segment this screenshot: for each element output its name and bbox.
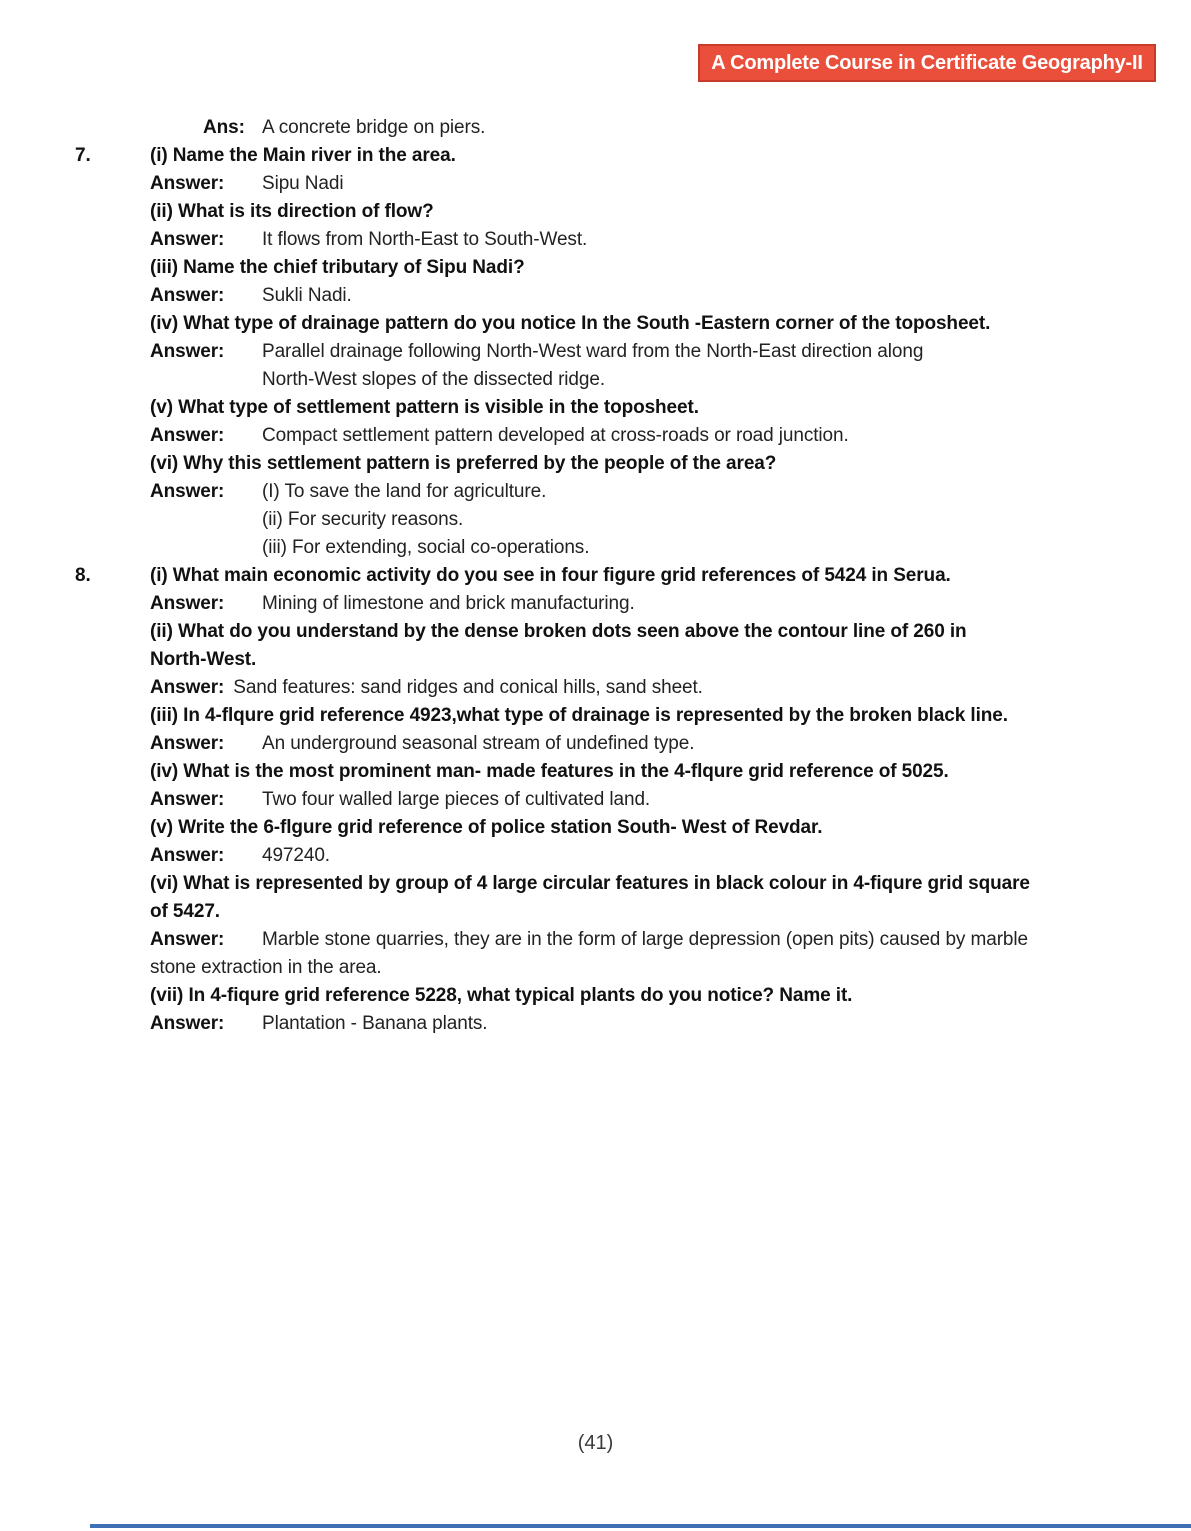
doc-line — [0, 282, 1161, 310]
answer-label: Answer: — [150, 733, 225, 754]
line-text: of 5427. — [150, 901, 220, 922]
doc-line — [0, 226, 1161, 254]
line-text: North-West. — [150, 649, 257, 670]
doc-line — [0, 450, 1161, 478]
answer-label: Answer: — [150, 677, 225, 698]
answer-label: Answer: — [150, 481, 225, 502]
doc-line — [0, 730, 1161, 758]
doc-line — [0, 170, 1161, 198]
line-text: (iv) What is the most prominent man- made features in the 4-flqure grid reference of 5025. — [150, 761, 949, 782]
doc-line — [0, 758, 1161, 786]
doc-line — [0, 702, 1161, 730]
line-text: Sipu Nadi — [262, 173, 344, 194]
doc-line — [0, 786, 1161, 814]
line-text: (I) To save the land for agriculture. — [262, 481, 547, 502]
doc-line — [0, 114, 1161, 142]
item-number: 8. — [75, 565, 91, 586]
line-text: (v) What type of settlement pattern is visible in the toposheet. — [150, 397, 699, 418]
answer-label: Answer: — [150, 845, 225, 866]
line-text: (vi) Why this settlement pattern is preferred by the people of the area? — [150, 453, 777, 474]
doc-line — [0, 590, 1161, 618]
answer-label: Answer: — [150, 229, 225, 250]
doc-line — [0, 254, 1161, 282]
doc-line — [0, 618, 1161, 646]
doc-line — [0, 366, 1161, 394]
doc-line — [0, 562, 1161, 590]
answer-label: Answer: — [150, 929, 225, 950]
line-text: (i) What main economic activity do you see in four figure grid references of 5424 in Serua. — [150, 565, 951, 586]
doc-line — [0, 478, 1161, 506]
line-text: (ii) What is its direction of flow? — [150, 201, 434, 222]
line-text: Two four walled large pieces of cultivated land. — [262, 789, 651, 810]
line-text: It flows from North-East to South-West. — [262, 229, 588, 250]
doc-line — [0, 898, 1161, 926]
answer-label: Answer: — [150, 173, 225, 194]
line-text: North-West slopes of the dissected ridge. — [262, 369, 605, 390]
doc-line — [0, 982, 1161, 1010]
book-title: A Complete Course in Certificate Geography-II — [711, 51, 1143, 74]
doc-line — [0, 394, 1161, 422]
doc-line — [0, 870, 1161, 898]
line-text: 497240. — [262, 845, 330, 866]
line-text: (iii) Name the chief tributary of Sipu Nadi? — [150, 257, 525, 278]
answer-label: Ans: — [203, 117, 245, 138]
line-text: (iv) What type of drainage pattern do you notice In the South -Eastern corner of the toposheet. — [150, 313, 991, 334]
line-text: (v) Write the 6-flgure grid reference of police station South- West of Revdar. — [150, 817, 823, 838]
document-body — [0, 114, 1161, 1038]
line-text: An underground seasonal stream of undefined type. — [262, 733, 695, 754]
answer-label: Answer: — [150, 593, 225, 614]
line-text: (ii) For security reasons. — [262, 509, 464, 530]
answer-label: Answer: — [150, 285, 225, 306]
doc-line — [0, 142, 1161, 170]
doc-line — [0, 926, 1161, 954]
line-text: Sand features: sand ridges and conical hills, sand sheet. — [233, 677, 703, 698]
answer-label: Answer: — [150, 341, 225, 362]
doc-line — [0, 646, 1161, 674]
answer-label: Answer: — [150, 425, 225, 446]
answer-label: Answer: — [150, 789, 225, 810]
line-text: (ii) What do you understand by the dense broken dots seen above the contour line of 260 in — [150, 621, 967, 642]
line-text: Marble stone quarries, they are in the form of large depression (open pits) caused by marble — [262, 929, 1028, 950]
line-text: stone extraction in the area. — [150, 957, 382, 978]
doc-line — [0, 842, 1161, 870]
answer-label: Answer: — [150, 1013, 225, 1034]
doc-line — [0, 506, 1161, 534]
doc-line — [0, 954, 1161, 982]
line-text: (iii) In 4-flqure grid reference 4923,what type of drainage is represented by the broken black line. — [150, 705, 1008, 726]
bottom-rule — [90, 1524, 1191, 1528]
line-text: (i) Name the Main river in the area. — [150, 145, 456, 166]
item-number: 7. — [75, 145, 91, 166]
line-text: Sukli Nadi. — [262, 285, 352, 306]
line-text: A concrete bridge on piers. — [262, 117, 486, 138]
line-text: Plantation - Banana plants. — [262, 1013, 488, 1034]
doc-line — [0, 310, 1161, 338]
line-text: Parallel drainage following North-West ward from the North-East direction along — [262, 341, 924, 362]
page-number: (41) — [577, 1432, 614, 1454]
line-text: (iii) For extending, social co-operations. — [262, 537, 590, 558]
doc-line — [0, 534, 1161, 562]
line-text: (vii) In 4-fiqure grid reference 5228, what typical plants do you notice? Name it. — [150, 985, 853, 1006]
line-text: (vi) What is represented by group of 4 large circular features in black colour in 4-fiqure grid square — [150, 873, 1030, 894]
doc-line — [0, 674, 1161, 702]
line-text: Compact settlement pattern developed at cross-roads or road junction. — [262, 425, 849, 446]
doc-line — [0, 422, 1161, 450]
doc-line — [0, 338, 1161, 366]
doc-line — [0, 1010, 1161, 1038]
book-title-banner — [698, 44, 1156, 82]
line-text: Mining of limestone and brick manufacturing. — [262, 593, 635, 614]
doc-line — [0, 198, 1161, 226]
doc-line — [0, 814, 1161, 842]
